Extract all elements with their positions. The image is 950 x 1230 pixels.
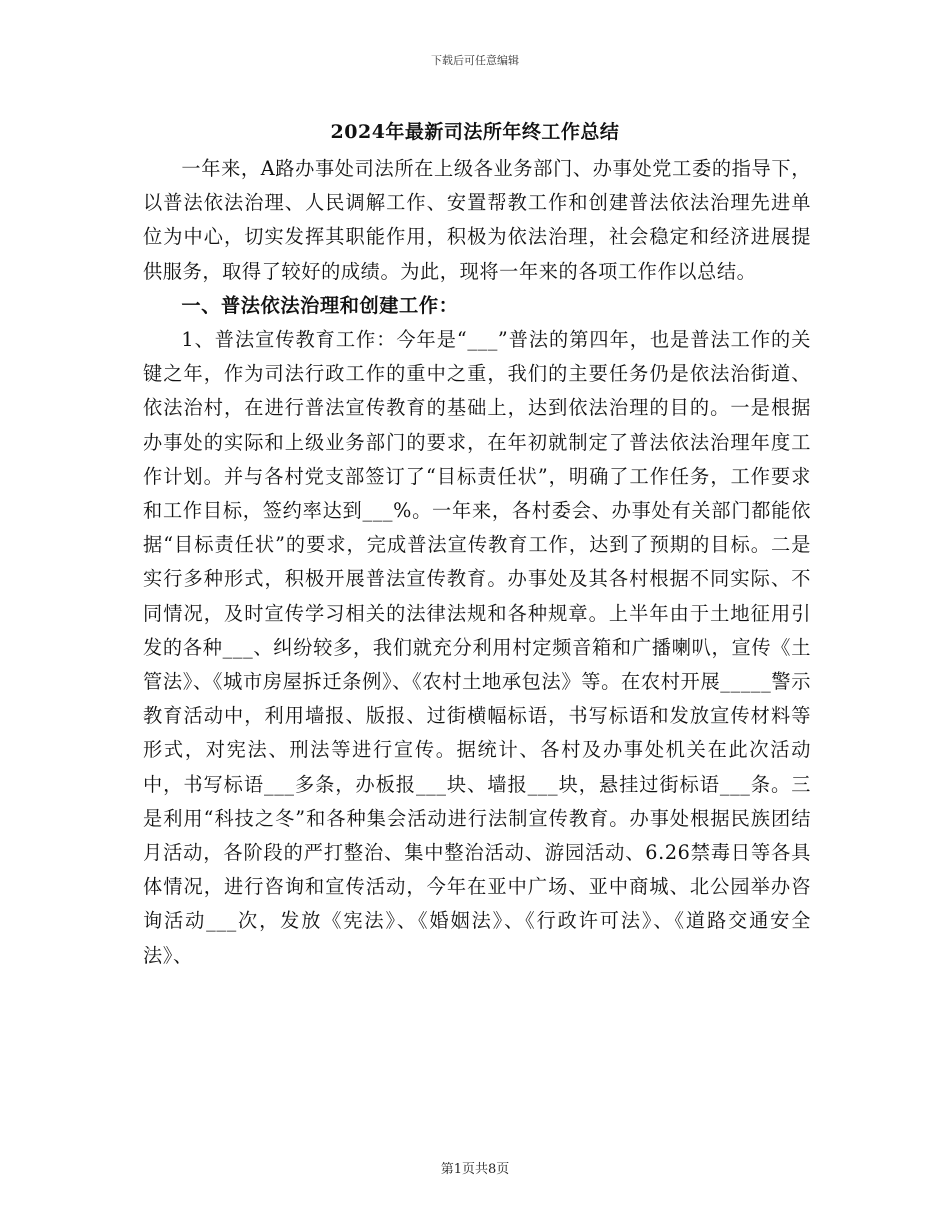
document-title: 2024年最新司法所年终工作总结 — [330, 121, 620, 143]
document-body — [143, 152, 811, 973]
page-footer: 第1页共8页 — [440, 1162, 510, 1177]
header-note: 下载后可任意编辑 — [431, 54, 519, 67]
section-heading: 一、普法依法治理和创建工作： — [181, 293, 459, 317]
intro-paragraph: 一年来，A路办事处司法所在上级各业务部门、办事处党工委的指导下，以普法依法治理、人民调解工作、安置帮教工作和创建普法依法治理先进单位为中心，切实发挥其职能作用，积极为依法治理，社会稳定和经济进展提供服务，取得了较好的成绩。为此，现将一年来的各项工作作以总结。 — [143, 157, 811, 283]
section-paragraph: 1、普法宣传教育工作：今年是“___”普法的第四年，也是普法工作的关键之年，作为司法行政工作的重中之重，我们的主要任务仍是依法治街道、依法治村，在进行普法宣传教育的基础上，达到依法治理的目的。一是根据办事处的实际和上级业务部门的要求，在年初就制定了普法依法治理年度工作计划。并与各村党支部签订了“目标责任状”，明确了工作任务，工作要求和工作目标，签约率达到___%。一年来，各村委会、办事处有关部门都能依据“目标责任状”的要求，完成普法宣传教育工作，达到了预期的目标。二是实行多种形式，积极开展普法宣传教育。办事处及其各村根据不同实际、不同情况，及时宣传学习相关的法律法规和各种规章。上半年由于土地征用引发的各种___、纠纷较多，我们就充分利用村定频音箱和广播喇叭，宣传《土管法》、《城市房屋拆迁条例》、《农村土地承包法》等。在农村开展_____警示教育活动中，利用墙报、版报、过街横幅标语，书写标语和发放宣传材料等形式，对宪法、刑法等进行宣传。据统计、各村及办事处机关在此次活动中，书写标语___多条，办板报___块、墙报___块，悬挂过街标语___条。三是利用“科技之冬”和各种集会活动进行法制宣传教育。办事处根据民族团结月活动，各阶段的严打整治、集中整治活动、游园活动、6.26禁毒日等各具体情况，进行咨询和宣传活动，今年在亚中广场、亚中商城、北公园举办咨询活动___次，发放《宪法》、《婚姻法》、《行政许可法》、《道路交通安全法》、 — [143, 328, 811, 967]
